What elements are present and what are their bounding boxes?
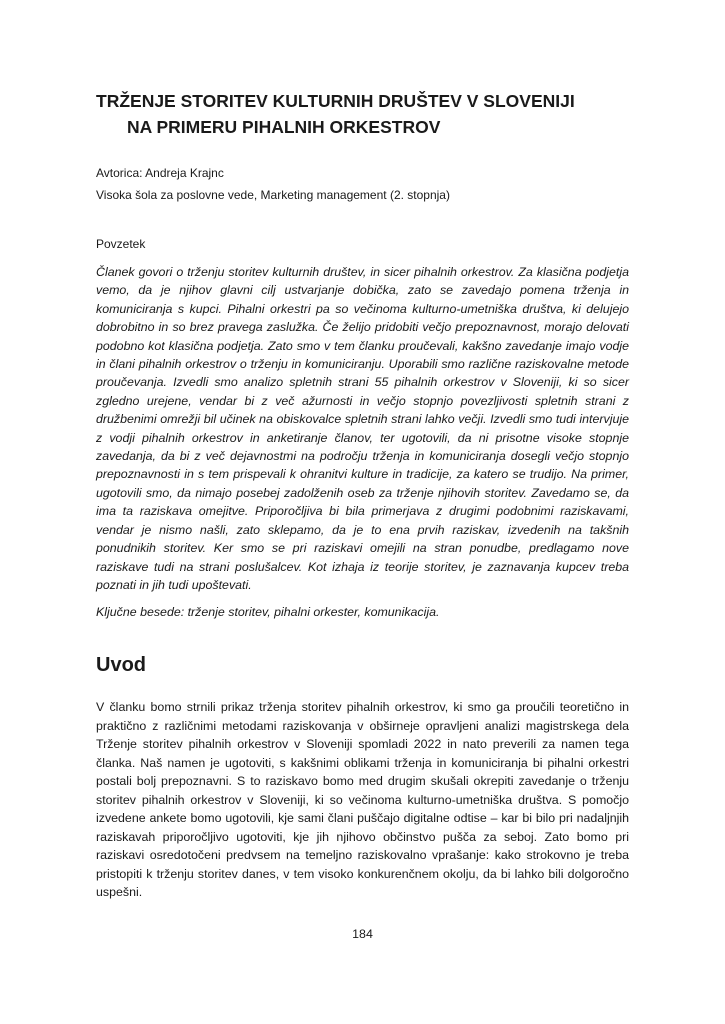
intro-paragraph: V članku bomo strnili prikaz trženja storitev pihalnih orkestrov, ki smo ga proučili teoretično in praktično z različnimi metodami raziskovanja v obširneje opravljeni analizi magistrskega dela Trženje storitev pihalnih orkestrov v Sloveniji spomladi 2022 in nato preverili za namen tega članka. Naš namen je ugotoviti, s kakšnimi oblikami trženja in komuniciranja bi pihalni orkestri postali bolj prepoznavni. S to raziskavo bomo med drugim skušali okrepiti zavedanje o trženju storitev pihalnih orkestrov v Sloveniji, ki so večinoma kulturno-umetniška društva. S pomočjo izvedene ankete bomo ugotovili, kje sami člani puščajo digitalne odtise – kar bi bilo pri nadaljnjih raziskavah priporočljivo ugotoviti, kje jih njihovo občinstvo pušča za seboj. Zato bomo pri raziskavi osredotočeni predvsem na temeljno raziskovalno vprašanje: kako strokovno je treba pristopiti k trženju storitev danes, v tem visoko konkurenčnem okolju, da bi lahko bili dolgoročno uspešni. <box>96 700 629 899</box>
title-line-1: TRŽENJE STORITEV KULTURNIH DRUŠTEV V SLOVENIJI <box>96 91 575 111</box>
page-number: 184 <box>352 927 373 941</box>
abstract-heading: Povzetek <box>96 237 146 251</box>
keywords: Ključne besede: trženje storitev, pihalni orkester, komunikacija. <box>96 605 440 619</box>
title-line-2: NA PRIMERU PIHALNIH ORKESTROV <box>127 117 441 137</box>
section-heading-uvod: Uvod <box>96 654 146 676</box>
affiliation: Visoka šola za poslovne vede, Marketing management (2. stopnja) <box>96 188 450 202</box>
abstract-text: Članek govori o trženju storitev kulturnih društev, in sicer pihalnih orkestrov. Za klasična podjetja vemo, da je njihov glavni cilj ustvarjanje dobička, zato se zavedajo pomena trženja in komuniciranja s kupci. Pihalni orkestri pa so večinoma kulturno-umetniška društva, ki delujejo dobrobitno in so brez pravega zaslužka. Če želijo pridobiti večjo prepoznavnost, morajo delovati podobno kot klasična podjetja. Zato smo v tem članku proučevali, kakšno zavedanje imajo vodje in člani pihalnih orkestrov o trženju in komuniciranju. Uporabili smo različne raziskovalne metode proučevanja. Izvedli smo analizo spletnih strani 55 pihalnih orkestrov v Sloveniji, ki so sicer zgledno urejene, vendar bi z več ažurnosti in večjo stopnjo povezljivosti spletnih strani z družbenimi omrežji bil učinek na obiskovalce spletnih strani lahko večji. Izvedli smo tudi intervjuje z vodji pihalnih orkestrov in anketiranje članov, ter ugotovili, da ni prisotne visoke stopnje zavedanja, da bi z več dejavnostmi na področju trženja in komuniciranja dosegli večjo stopnjo prepoznavnosti in s tem prispevali k ohranitvi kulture in tradicije, za katero se trudijo. Na primer, ugotovili smo, da nimajo posebej zadolženih oseb za trženje njihovih storitev. Zavedamo se, da ima ta raziskava omejitve. Priporočljiva bi bila primerjava z drugimi podobnimi raziskavami, vendar je nismo našli, zato sklepamo, da je to ena prvih raziskav, izvedenih na takšnih ponudnikih storitev. Ker smo se pri raziskavi omejili na stran ponudbe, predlagamo nove raziskave tudi na strani poslušalcev. Kot izhaja iz teorije storitev, je zaznavanja kupcev treba poznati in jih tudi upoštevati. <box>96 265 629 592</box>
author: Avtorica: Andreja Krajnc <box>96 166 224 180</box>
paper-title <box>96 88 656 140</box>
